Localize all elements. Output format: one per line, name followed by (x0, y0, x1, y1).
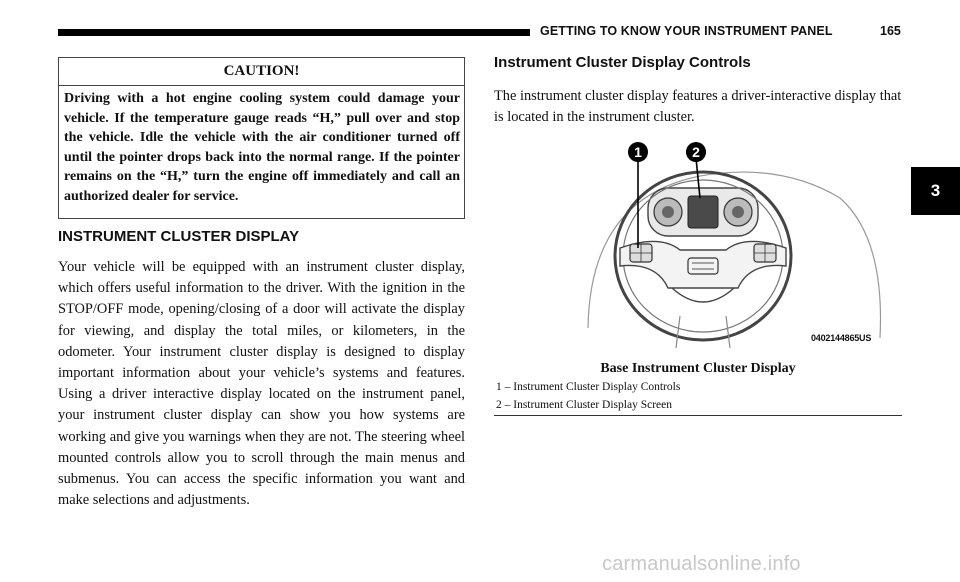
controls-body: The instrument cluster display features a driver-interactive display that is located in the instrument cluster. (494, 88, 902, 126)
controls-heading: Instrument Cluster Display Controls (494, 54, 751, 71)
left-control-buttons (630, 244, 652, 262)
caution-box (58, 57, 465, 219)
legend-item-1: 1 – Instrument Cluster Display Controls (496, 381, 681, 393)
running-header-title: GETTING TO KNOW YOUR INSTRUMENT PANEL (540, 24, 833, 38)
figure-caption: Base Instrument Cluster Display (600, 361, 796, 376)
legend-item-2: 2 – Instrument Cluster Display Screen (494, 397, 902, 416)
caution-text: Driving with a hot engine cooling system could damage your vehicle. If the temperature gauge reads “H,” pull over and stop the vehicle. Idle the vehicle with the air conditioner turned off until the pointer drops back into the normal range. If the pointer remains on the “H,” turn the engine off immediately and call an authorized dealer for service. (64, 91, 460, 204)
steering-wheel-illustration (580, 138, 890, 348)
right-control-buttons (754, 244, 776, 262)
callout-2-label: 2 (692, 144, 700, 160)
caution-heading: CAUTION! (59, 58, 464, 86)
watermark: carmanualsonline.info (602, 553, 801, 575)
chapter-tab-number: 3 (930, 181, 941, 200)
display-screen (688, 196, 718, 228)
image-code: 0402144865US (811, 333, 872, 343)
section-body: Your vehicle will be equipped with an instrument cluster display, which offers useful information to the driver. With the ignition in the STOP/OFF mode, opening/closing of a door will activate the display for viewing, and display the total miles, or kilometers, in the odometer. Your instrument cluster display is designed to display important information about your vehicle’s systems and features. Using a driver interactive display located on the instrument panel, your instrument cluster display can show you how systems are working and give you warnings when they are not. The steering wheel mounted controls allow you to scroll through the main menus and submenus. You can access the specific information you want and make selections and adjustments. (58, 259, 465, 509)
section-heading: INSTRUMENT CLUSTER DISPLAY (58, 228, 300, 245)
page-number: 165 (880, 24, 901, 38)
chapter-tab (911, 167, 960, 215)
callout-1-label: 1 (634, 144, 642, 160)
header-rule (58, 29, 530, 36)
figure-legend (494, 379, 902, 416)
